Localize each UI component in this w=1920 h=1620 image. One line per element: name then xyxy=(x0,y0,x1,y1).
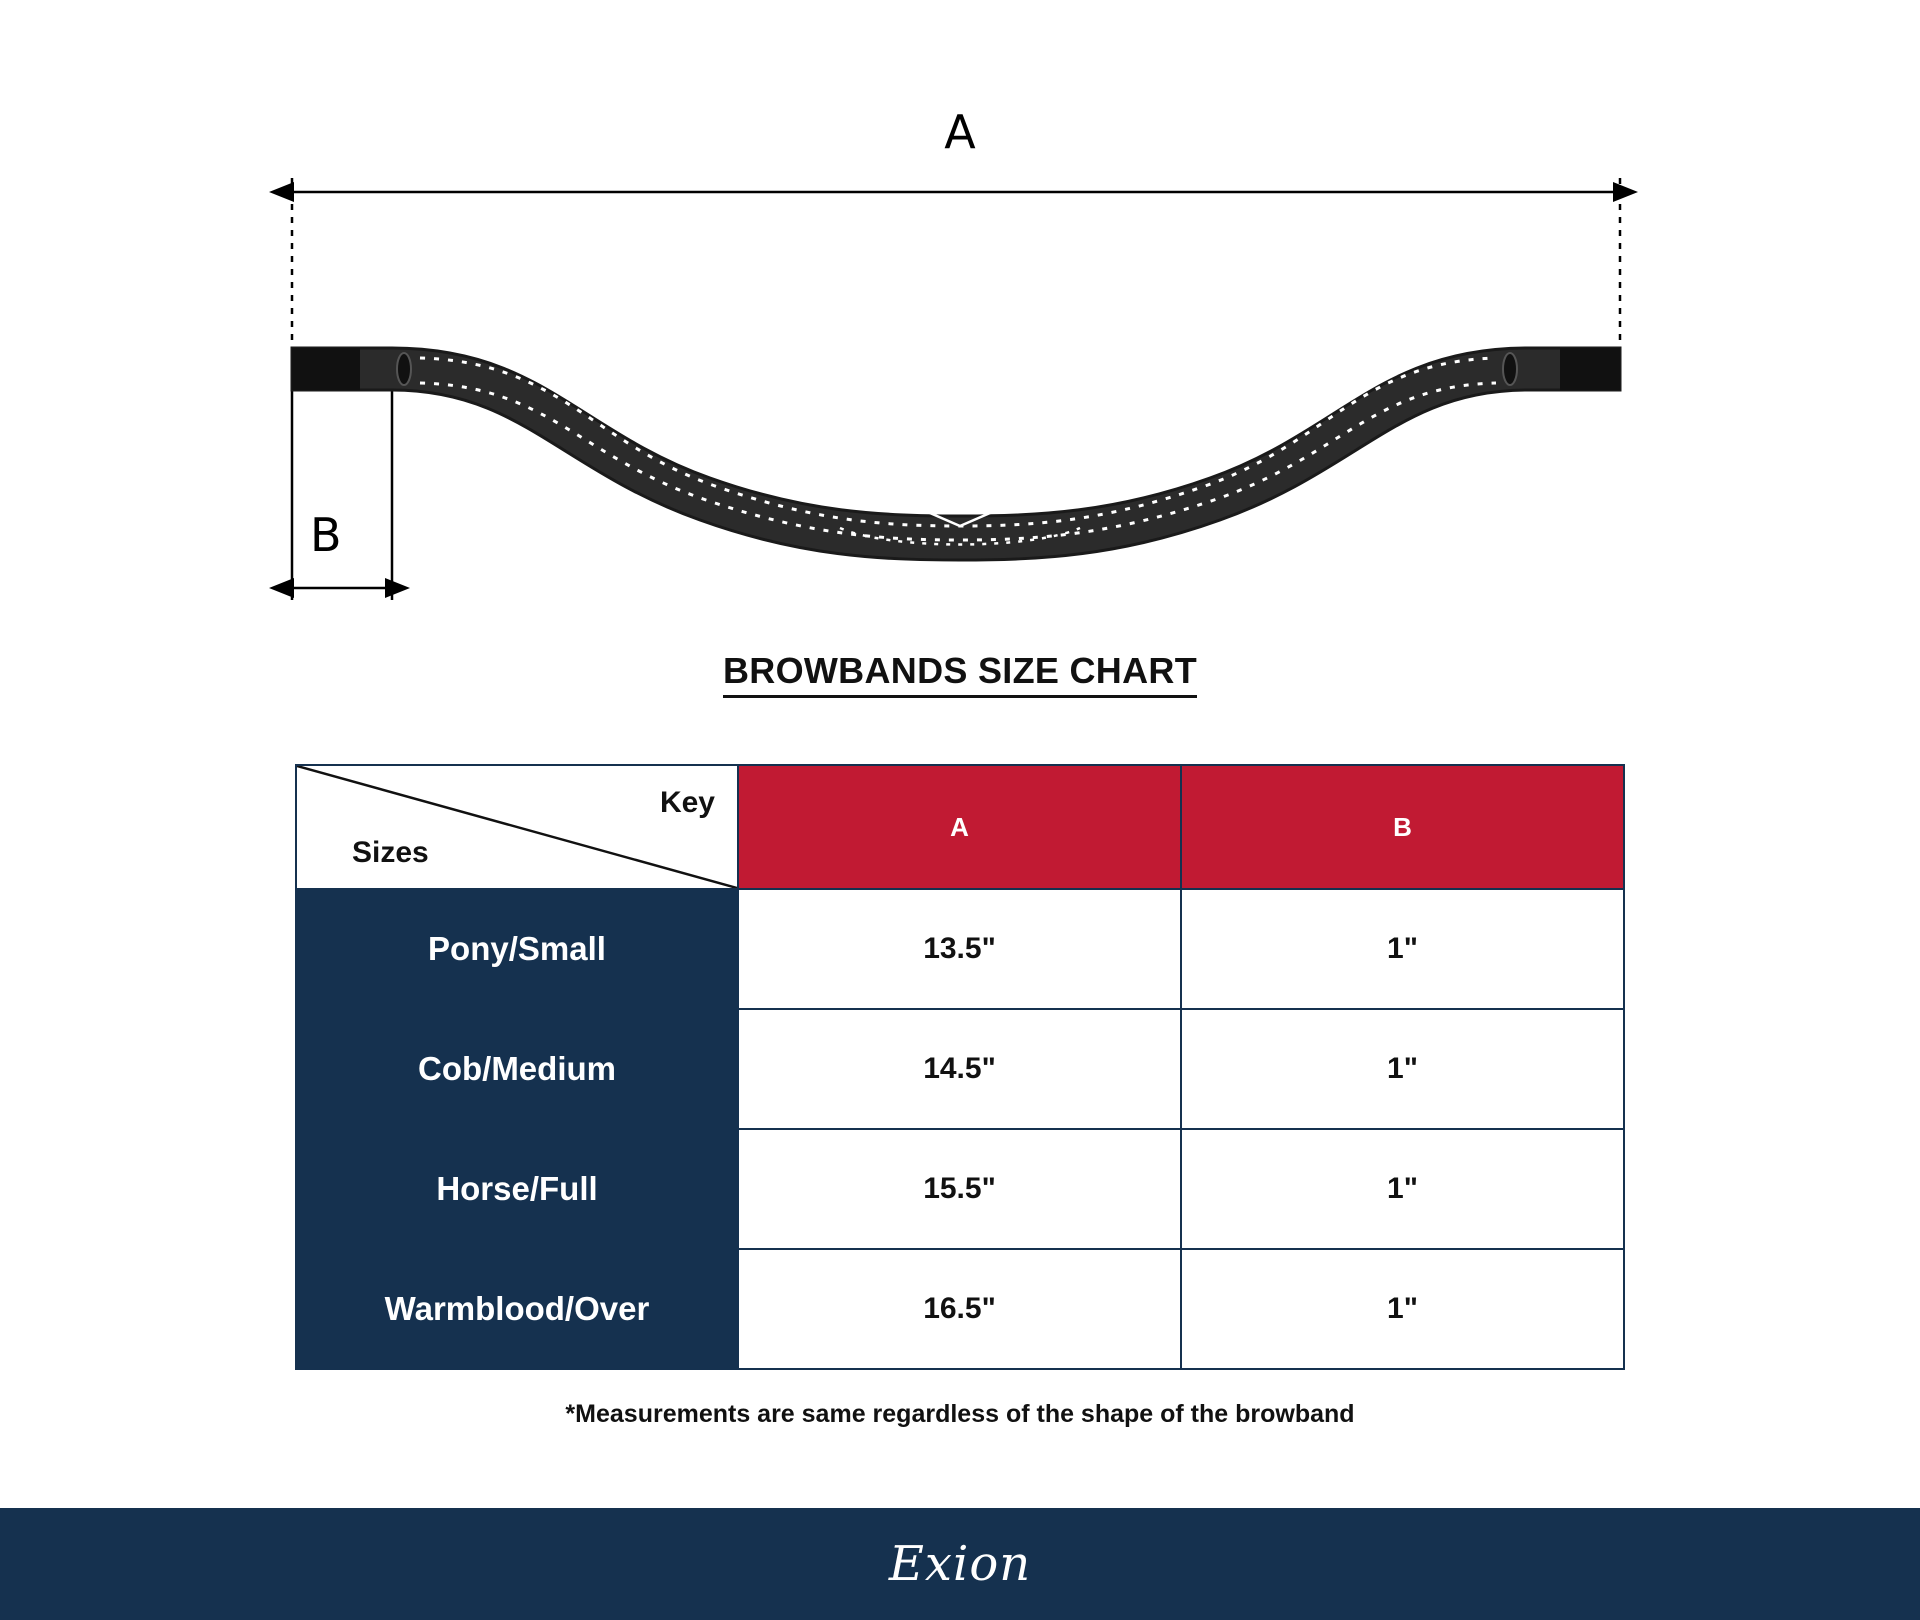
table-row xyxy=(296,1249,1624,1369)
browband-loop-right xyxy=(1503,353,1517,385)
row-value-b: 1" xyxy=(1181,889,1624,1009)
table-row xyxy=(296,1009,1624,1129)
motif-arc-top xyxy=(840,482,1080,499)
page-title xyxy=(0,650,1920,692)
corner-key-label: Key xyxy=(659,786,715,819)
column-header-b: B xyxy=(1181,765,1624,889)
size-table xyxy=(295,764,1625,1370)
brand-logo: Exion xyxy=(888,1536,1032,1592)
footnote: *Measurements are same regardless of the shape of the browband xyxy=(565,1400,1355,1428)
size-table-wrap xyxy=(295,764,1625,1370)
page-title-text: BROWBANDS SIZE CHART xyxy=(723,650,1197,698)
row-value-b: 1" xyxy=(1181,1249,1624,1369)
browband-svg xyxy=(0,0,1920,640)
table-corner-cell xyxy=(296,765,738,889)
table-header-row xyxy=(296,765,1624,889)
row-size-label: Horse/Full xyxy=(296,1129,738,1249)
browband-shape xyxy=(292,348,1620,560)
row-value-a: 16.5" xyxy=(738,1249,1181,1369)
row-value-b: 1" xyxy=(1181,1129,1624,1249)
table-row xyxy=(296,1129,1624,1249)
row-value-a: 15.5" xyxy=(738,1129,1181,1249)
table-row xyxy=(296,889,1624,1009)
corner-sizes-label: Sizes xyxy=(352,836,429,869)
row-size-label: Pony/Small xyxy=(296,889,738,1009)
row-value-a: 13.5" xyxy=(738,889,1181,1009)
dimension-label-a: A xyxy=(944,105,976,159)
dimension-label-b: B xyxy=(310,508,342,562)
footer-bar xyxy=(0,1508,1920,1620)
row-value-b: 1" xyxy=(1181,1009,1624,1129)
row-value-a: 14.5" xyxy=(738,1009,1181,1129)
browband-diagram xyxy=(0,0,1920,640)
column-header-a: A xyxy=(738,765,1181,889)
row-size-label: Warmblood/Over xyxy=(296,1249,738,1369)
browband-loop-left xyxy=(397,353,411,385)
row-size-label: Cob/Medium xyxy=(296,1009,738,1129)
